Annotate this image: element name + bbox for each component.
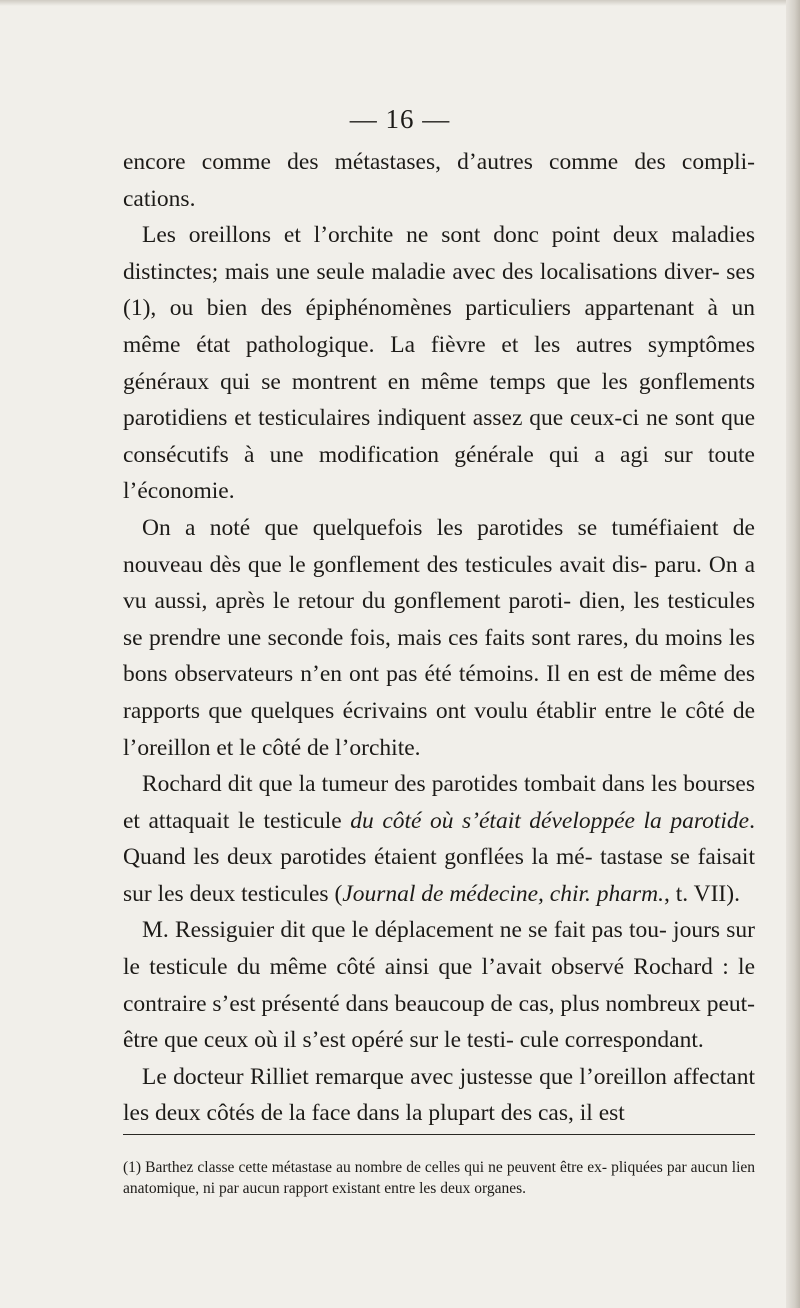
page-number: — 16 —	[349, 104, 451, 134]
paragraph	[123, 1059, 755, 1132]
paragraph	[123, 510, 755, 766]
text-run: Le docteur Rilliet remarque avec justesse que l’oreillon affectant les deux côtés de la face dans la plupart des cas, il est	[123, 1063, 755, 1127]
body-text	[123, 144, 755, 1132]
scan-edge-top	[0, 0, 800, 6]
paragraph	[123, 144, 755, 217]
text-run: . Quand les deux parotides étaient gonflées la mé- tastase se faisait sur les deux testicules (	[123, 807, 755, 907]
paragraph	[123, 217, 755, 510]
footnote-rule	[123, 1134, 755, 1135]
scan-edge-right	[786, 0, 800, 1308]
italic-text: du côté où s’était développée la parotide	[350, 807, 750, 834]
text-run: encore comme des métastases, d’autres comme des compli- cations.	[123, 149, 755, 212]
footnote: (1) Barthez classe cette métastase au nombre de celles qui ne peuvent être ex- pliquées par aucun lien anatomique, ni par aucun rapport existant entre les deux organes.	[123, 1159, 755, 1197]
text-run: , t. VII).	[664, 880, 740, 907]
text-run: Rochard dit que la tumeur des parotides tombait dans les bourses et attaquait le testicule	[123, 771, 755, 834]
paragraph	[123, 912, 755, 1058]
text-run: M. Ressiguier dit que le déplacement ne se fait pas tou- jours sur le testicule du même côté ainsi que l’avait observé Rochard : le contraire s’est présenté dans beaucoup de cas, plus nombreux peut-être que ceux où il s’est opéré sur le testi- cule correspondant.	[123, 917, 755, 1054]
text-run: Les oreillons et l’orchite ne sont donc point deux maladies distinctes; mais une seule maladie avec des localisations diver- ses (1), ou bien des épiphénomènes particuliers appartenant à un même état pathologique. La fièvre et les autres symptômes généraux qui se montrent en même temps que les gonflements parotidiens et testiculaires indiquent assez que ceux-ci ne sont que consécutifs à une modification générale qui a agi sur toute l’économie.	[123, 222, 755, 505]
paragraph	[123, 766, 755, 912]
text-run: On a noté que quelquefois les parotides se tuméfiaient de nouveau dès que le gonflement des testicules avait dis- paru. On a vu aussi, après le retour du gonflement paroti- dien, les testicules se prendre une seconde fois, mais ces faits sont rares, du moins les bons observateurs n’en ont pas été témoins. Il en est de même des rapports que quelques écrivains ont voulu établir entre le côté de l’oreillon et le côté de l’orchite.	[123, 514, 755, 761]
italic-text: Journal de médecine, chir. pharm.	[342, 880, 665, 907]
